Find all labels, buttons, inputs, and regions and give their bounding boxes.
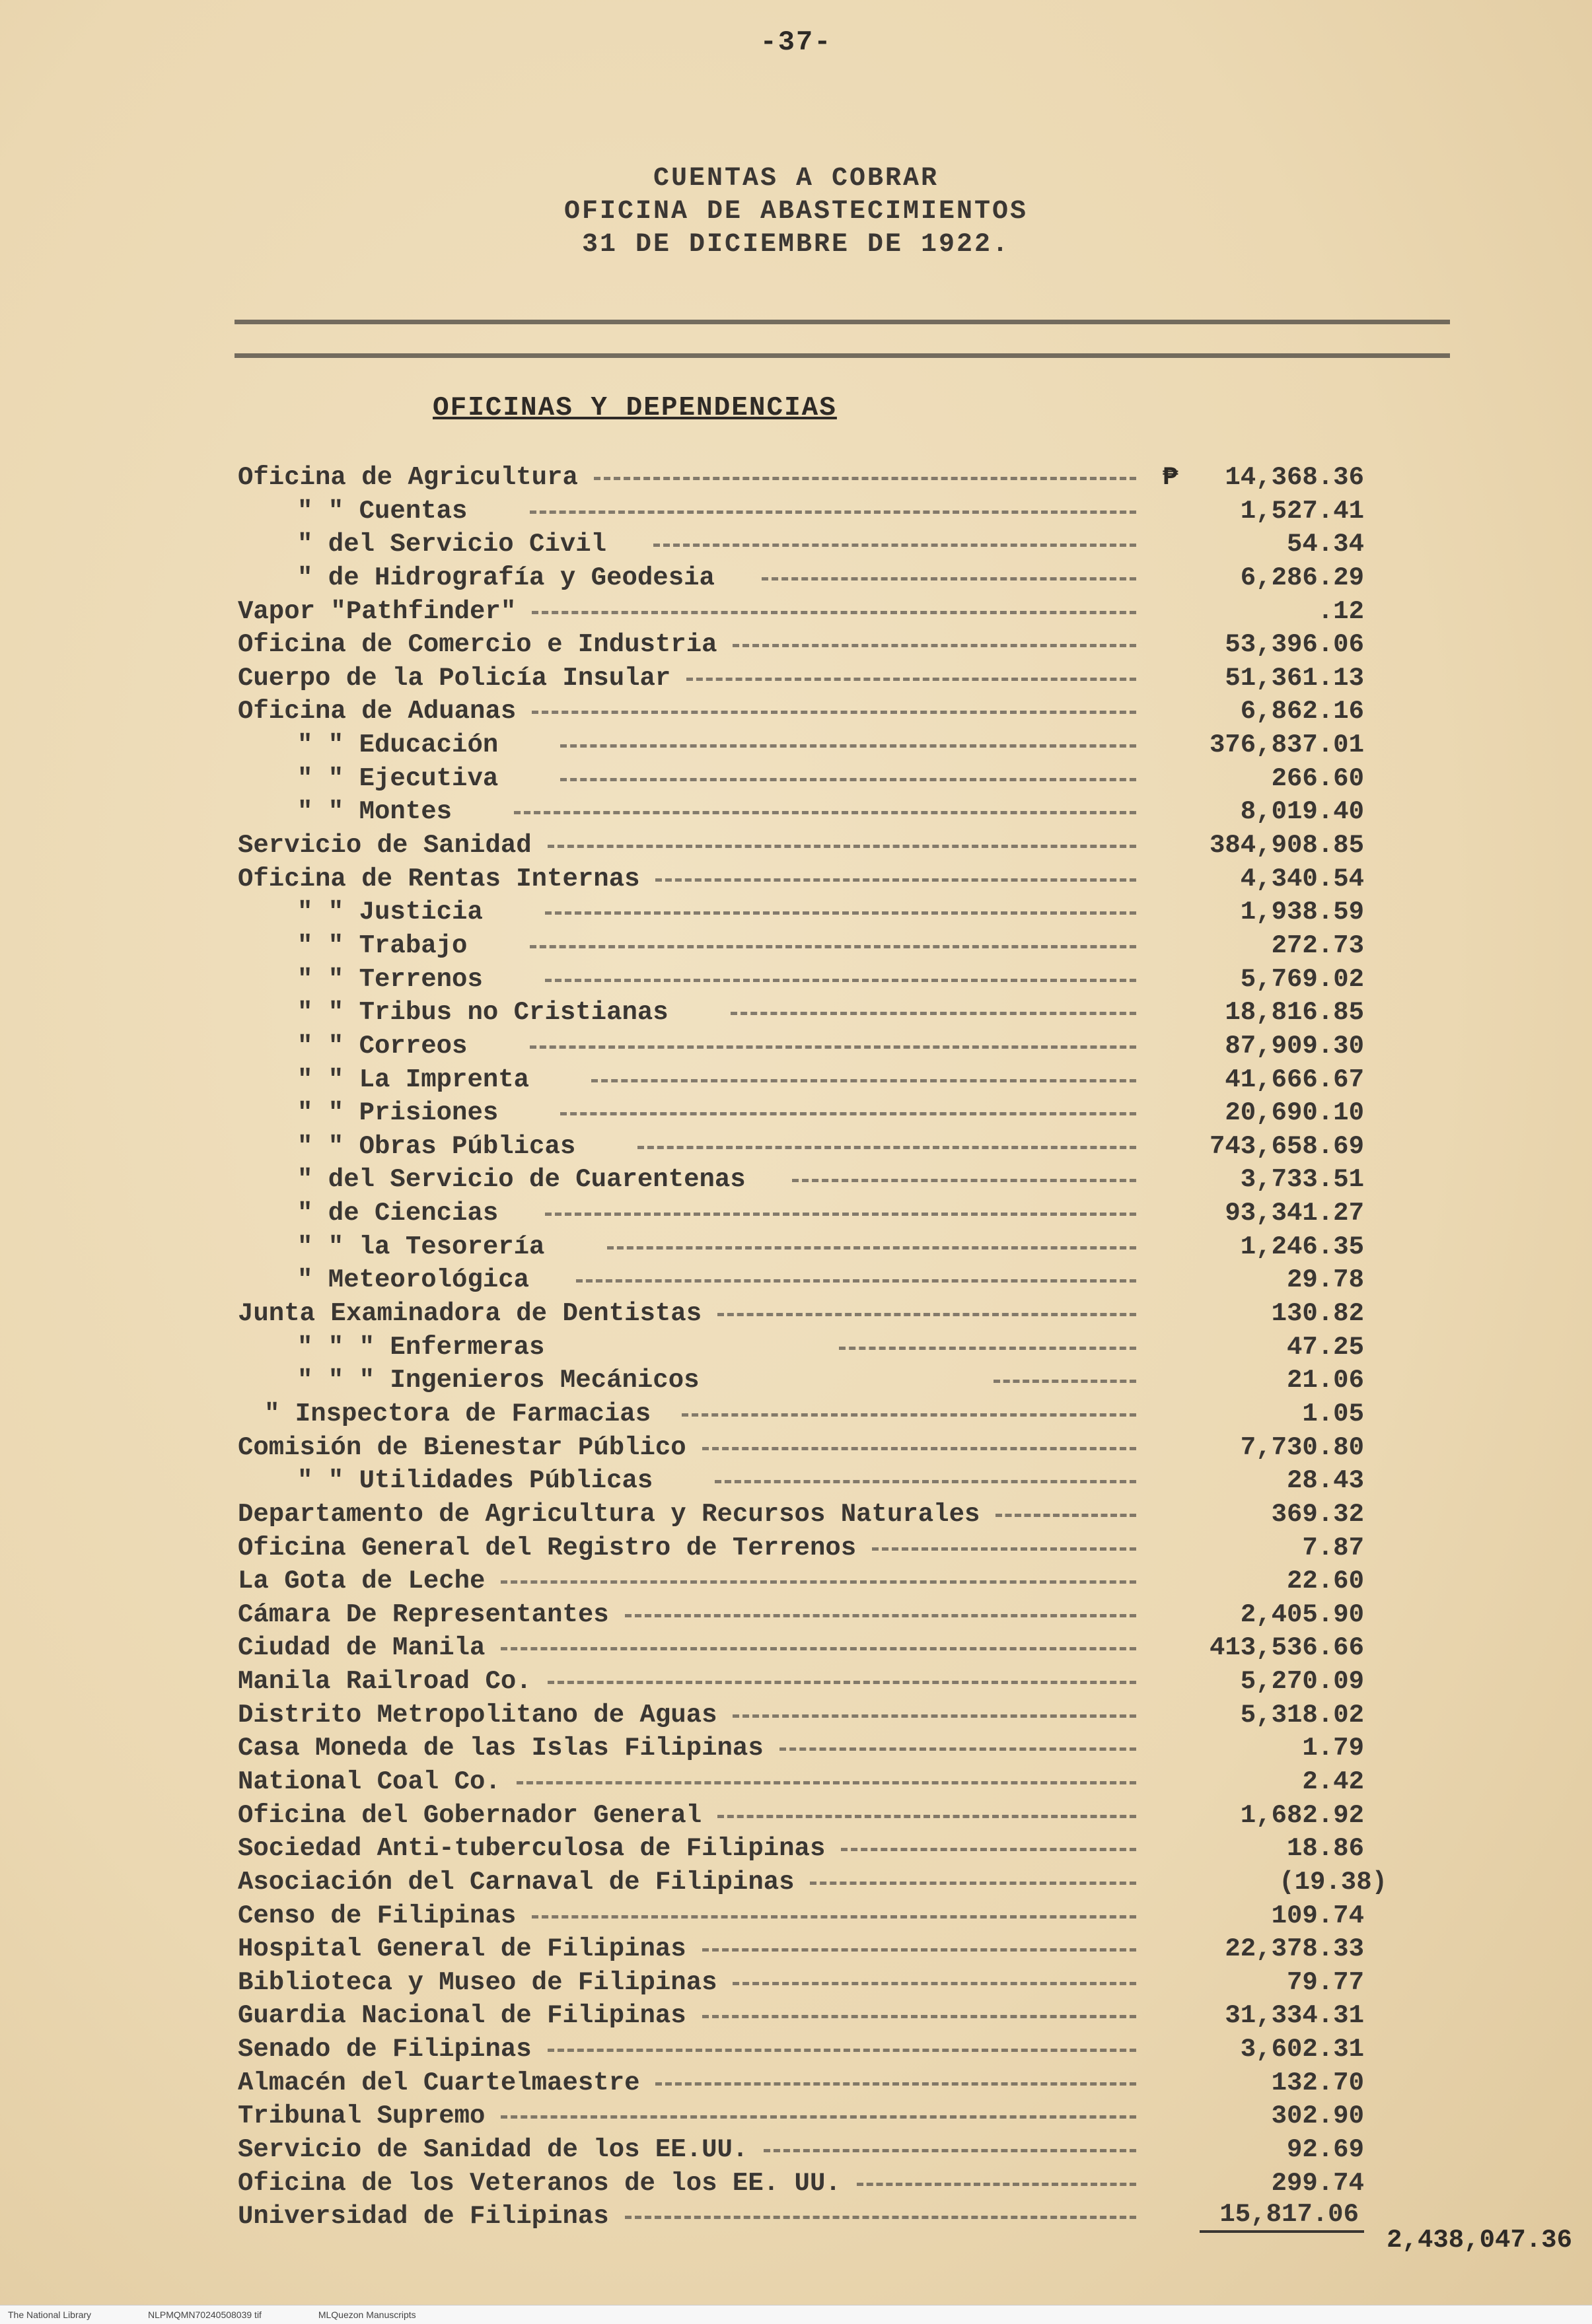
account-amount: 22.60 [1286, 1567, 1364, 1596]
account-label: " " Montes [297, 797, 452, 827]
account-amount: 14,368.36 [1225, 463, 1364, 492]
account-amount: 1,682.92 [1240, 1800, 1364, 1830]
leader-dots [733, 644, 1136, 647]
account-row [0, 1799, 1592, 1833]
account-label: Oficina de los Veteranos de los EE. UU. [238, 2168, 841, 2198]
account-label: Casa Moneda de las Islas Filipinas [238, 1734, 764, 1763]
account-amount: 5,769.02 [1240, 964, 1364, 994]
account-label: Senado de Filipinas [238, 2035, 532, 2064]
account-label: " de Ciencias [297, 1199, 499, 1228]
accounts-list [0, 461, 1592, 2234]
account-amount: 132.70 [1271, 2068, 1364, 2097]
account-row [0, 1532, 1592, 1565]
account-label: " " Cuentas [297, 496, 468, 526]
account-amount: 92.69 [1286, 2135, 1364, 2165]
leader-dots [517, 1781, 1136, 1784]
account-row [0, 1364, 1592, 1397]
leader-dots [514, 811, 1136, 814]
account-row [0, 1464, 1592, 1498]
leader-dots [637, 1146, 1136, 1149]
account-row [0, 1263, 1592, 1297]
leader-dots [530, 1045, 1136, 1049]
leader-dots [532, 611, 1136, 614]
header-line-1: CUENTAS A COBRAR [653, 164, 939, 194]
leader-dots [576, 1279, 1136, 1283]
account-amount: 7.87 [1302, 1533, 1364, 1563]
leader-dots [501, 1647, 1136, 1650]
leader-dots [655, 2082, 1136, 2086]
account-amount: 413,536.66 [1209, 1633, 1364, 1663]
account-amount: 93,341.27 [1225, 1199, 1364, 1228]
account-label: Asociación del Carnaval de Filipinas [238, 1867, 795, 1897]
leader-dots [548, 1681, 1136, 1684]
footer-collection: MLQuezon Manuscripts [318, 2309, 416, 2320]
account-row [0, 762, 1592, 796]
account-label: " del Servicio Civil [297, 530, 607, 559]
account-label: " " Trabajo [297, 931, 468, 960]
account-label: Guardia Nacional de Filipinas [238, 2001, 686, 2031]
divider-bottom [235, 353, 1450, 358]
footer-library: The National Library [8, 2309, 92, 2320]
account-row [0, 1163, 1592, 1197]
account-amount: 2,405.90 [1240, 1600, 1364, 1629]
account-amount: 47.25 [1286, 1332, 1364, 1362]
account-row [0, 695, 1592, 728]
leader-dots [995, 1514, 1136, 1517]
section-title: OFICINAS Y DEPENDENCIAS [433, 393, 837, 423]
account-label: " " Prisiones [297, 1098, 499, 1128]
leader-dots [682, 1413, 1136, 1417]
leader-dots [607, 1246, 1136, 1250]
leader-dots [792, 1179, 1136, 1182]
account-row [0, 1631, 1592, 1665]
account-label: " " Tribus no Cristianas [297, 998, 669, 1028]
account-amount: 1,938.59 [1240, 898, 1364, 927]
leader-dots [501, 2115, 1136, 2119]
account-label: Oficina de Rentas Internas [238, 864, 640, 894]
account-label: " " Educación [297, 730, 499, 760]
account-label: " " Justicia [297, 898, 483, 927]
account-row [0, 829, 1592, 863]
account-label: Cámara De Representantes [238, 1600, 609, 1629]
account-amount: 54.34 [1286, 530, 1364, 559]
leader-dots [731, 1012, 1136, 1015]
leader-dots [702, 2015, 1136, 2018]
leader-dots [545, 1213, 1136, 1216]
account-label: Manila Railroad Co. [238, 1667, 532, 1697]
leader-dots [733, 1714, 1136, 1718]
account-row [0, 1699, 1592, 1732]
account-row [0, 528, 1592, 561]
leader-dots [532, 1915, 1136, 1919]
leader-dots [545, 979, 1136, 982]
account-amount: 272.73 [1271, 931, 1364, 960]
account-label: Comisión de Bienestar Público [238, 1432, 686, 1462]
account-amount: 15,817.06 [1200, 2200, 1364, 2233]
account-row [0, 1297, 1592, 1331]
leader-dots [530, 511, 1136, 514]
account-amount: 29.78 [1286, 1265, 1364, 1295]
account-row [0, 2066, 1592, 2100]
account-row [0, 896, 1592, 929]
account-amount: 384,908.85 [1209, 831, 1364, 861]
account-label: Oficina de Agricultura [238, 463, 578, 492]
account-row [0, 1732, 1592, 1765]
leader-dots [560, 778, 1136, 781]
account-amount: 1.05 [1302, 1399, 1364, 1428]
leader-dots [779, 1747, 1136, 1751]
account-label: " " La Imprenta [297, 1065, 530, 1094]
account-row [0, 963, 1592, 997]
account-row [0, 863, 1592, 896]
account-amount: 53,396.06 [1225, 630, 1364, 660]
account-amount: 266.60 [1271, 763, 1364, 793]
account-amount: 1,246.35 [1240, 1232, 1364, 1261]
leader-dots [715, 1480, 1136, 1483]
leader-dots [717, 1815, 1136, 1818]
account-amount: 18.86 [1286, 1834, 1364, 1864]
account-row [0, 2033, 1592, 2066]
account-amount: 87,909.30 [1225, 1031, 1364, 1061]
account-label: " de Hidrografía y Geodesia [297, 563, 715, 592]
account-amount: 7,730.80 [1240, 1432, 1364, 1462]
leader-dots [594, 477, 1136, 480]
leader-dots [560, 744, 1136, 748]
account-amount: 6,862.16 [1240, 697, 1364, 726]
account-label: " Meteorológica [297, 1265, 530, 1295]
account-row [0, 1498, 1592, 1532]
account-amount: 3,733.51 [1240, 1165, 1364, 1195]
account-label: La Gota de Leche [238, 1567, 486, 1596]
account-row [0, 1765, 1592, 1799]
account-row [0, 495, 1592, 528]
leader-dots [994, 1380, 1136, 1383]
header-line-2: OFICINA DE ABASTECIMIENTOS [563, 197, 1029, 227]
account-row [0, 795, 1592, 829]
account-amount: 41,666.67 [1225, 1065, 1364, 1094]
account-label: Tribunal Supremo [238, 2101, 486, 2131]
account-label: " Inspectora de Farmacias [264, 1399, 651, 1428]
account-amount: .12 [1317, 596, 1364, 626]
account-row [0, 595, 1592, 629]
account-row [0, 1431, 1592, 1465]
leader-dots [686, 678, 1136, 681]
account-label: Almacén del Cuartelmaestre [238, 2068, 640, 2097]
account-row [0, 1966, 1592, 2000]
account-row [0, 1899, 1592, 1933]
account-row [0, 1866, 1592, 1899]
account-row [0, 1096, 1592, 1130]
leader-dots [532, 711, 1136, 714]
leader-dots [545, 911, 1136, 915]
account-amount: 18,816.85 [1225, 998, 1364, 1028]
account-row [0, 2200, 1592, 2234]
account-row [0, 1565, 1592, 1598]
account-amount: 3,602.31 [1240, 2035, 1364, 2064]
account-row [0, 1030, 1592, 1063]
account-label: " " " Ingenieros Mecánicos [297, 1366, 700, 1395]
account-label: Departamento de Agricultura y Recursos Naturales [238, 1499, 980, 1529]
account-amount: 376,837.01 [1209, 730, 1364, 760]
account-row [0, 929, 1592, 963]
leader-dots [653, 544, 1136, 547]
account-amount: 130.82 [1271, 1299, 1364, 1329]
account-amount: 109.74 [1271, 1901, 1364, 1930]
account-label: " " Correos [297, 1031, 468, 1061]
account-row [0, 1197, 1592, 1230]
peso-sign: ₱ [1163, 463, 1178, 492]
account-row [0, 1832, 1592, 1866]
account-row [0, 1230, 1592, 1264]
account-amount: 31,334.31 [1225, 2001, 1364, 2031]
account-label: " " Utilidades Públicas [297, 1466, 653, 1496]
account-row [0, 2099, 1592, 2133]
header-line-3: 31 DE DICIEMBRE DE 1922. [581, 230, 1011, 260]
account-amount: 6,286.29 [1240, 563, 1364, 592]
account-row [0, 728, 1592, 762]
account-label: Biblioteca y Museo de Filipinas [238, 1967, 717, 1997]
account-label: Oficina del Gobernador General [238, 1800, 702, 1830]
account-amount: 1,527.41 [1240, 496, 1364, 526]
account-amount: 5,318.02 [1240, 1700, 1364, 1730]
account-amount: 1.79 [1302, 1734, 1364, 1763]
account-row [0, 1932, 1592, 1966]
account-amount: 743,658.69 [1209, 1131, 1364, 1161]
account-label: Censo de Filipinas [238, 1901, 517, 1930]
account-amount: 79.77 [1286, 1967, 1364, 1997]
account-label: " " Ejecutiva [297, 763, 499, 793]
account-label: Oficina General del Registro de Terrenos [238, 1533, 857, 1563]
leader-dots [501, 1580, 1136, 1584]
leader-dots [625, 1614, 1136, 1617]
account-label: Cuerpo de la Policía Insular [238, 663, 671, 693]
account-amount: 302.90 [1271, 2101, 1364, 2131]
account-label: Hospital General de Filipinas [238, 1934, 686, 1964]
divider-top [235, 320, 1450, 324]
account-row [0, 1665, 1592, 1699]
leader-dots [762, 577, 1136, 581]
account-label: " del Servicio de Cuarentenas [297, 1165, 746, 1195]
page-number: -37- [760, 26, 832, 58]
account-amount: 369.32 [1271, 1499, 1364, 1529]
leader-dots [717, 1313, 1136, 1316]
account-label: Ciudad de Manila [238, 1633, 486, 1663]
account-amount: 2.42 [1302, 1767, 1364, 1796]
account-amount: 299.74 [1271, 2168, 1364, 2198]
account-amount: (19.38) [1279, 1867, 1387, 1897]
footer-file: NLPMQMN70240508039 tif [147, 2309, 262, 2320]
account-label: " " " Enfermeras [297, 1332, 545, 1362]
leader-dots [591, 1079, 1136, 1082]
leader-dots [702, 1948, 1136, 1952]
account-amount: 51,361.13 [1225, 663, 1364, 693]
leader-dots [841, 1848, 1136, 1851]
leader-dots [810, 1882, 1136, 1885]
account-amount: 8,019.40 [1240, 797, 1364, 827]
account-row [0, 996, 1592, 1030]
account-row [0, 2133, 1592, 2167]
account-row [0, 461, 1592, 495]
account-row [0, 628, 1592, 662]
account-row [0, 1063, 1592, 1097]
account-row [0, 1397, 1592, 1431]
account-row [0, 1999, 1592, 2033]
account-amount: 20,690.10 [1225, 1098, 1364, 1128]
account-label: Sociedad Anti-tuberculosa de Filipinas [238, 1834, 826, 1864]
grand-total: 2,438,047.36 [1387, 2226, 1572, 2255]
account-amount: 21.06 [1286, 1366, 1364, 1395]
account-label: " " la Tesorería [297, 1232, 545, 1261]
account-label: Universidad de Filipinas [238, 2202, 609, 2232]
account-label: Vapor "Pathfinder" [238, 596, 517, 626]
leader-dots [560, 1112, 1136, 1115]
account-label: Servicio de Sanidad de los EE.UU. [238, 2135, 748, 2165]
account-label: Oficina de Comercio e Industria [238, 630, 717, 660]
leader-dots [733, 1982, 1136, 1985]
account-label: Junta Examinadora de Dentistas [238, 1299, 702, 1329]
account-row [0, 1130, 1592, 1164]
leader-dots [702, 1447, 1136, 1450]
account-label: Oficina de Aduanas [238, 697, 517, 726]
account-row [0, 1331, 1592, 1364]
leader-dots [764, 2149, 1136, 2152]
account-row [0, 561, 1592, 595]
account-row [0, 1598, 1592, 1632]
leader-dots [530, 945, 1136, 948]
leader-dots [548, 845, 1136, 848]
leader-dots [839, 1347, 1136, 1350]
account-label: " " Terrenos [297, 964, 483, 994]
account-label: National Coal Co. [238, 1767, 501, 1796]
footer-bar [0, 2305, 1592, 2324]
leader-dots [625, 2216, 1136, 2219]
leader-dots [548, 2049, 1136, 2052]
account-amount: 28.43 [1286, 1466, 1364, 1496]
account-row [0, 2167, 1592, 2201]
leader-dots [655, 878, 1136, 882]
leader-dots [872, 1547, 1136, 1551]
account-row [0, 662, 1592, 695]
account-amount: 4,340.54 [1240, 864, 1364, 894]
account-label: " " Obras Públicas [297, 1131, 576, 1161]
account-label: Servicio de Sanidad [238, 831, 532, 861]
leader-dots [857, 2183, 1136, 2186]
account-amount: 22,378.33 [1225, 1934, 1364, 1964]
account-label: Distrito Metropolitano de Aguas [238, 1700, 717, 1730]
account-amount: 5,270.09 [1240, 1667, 1364, 1697]
